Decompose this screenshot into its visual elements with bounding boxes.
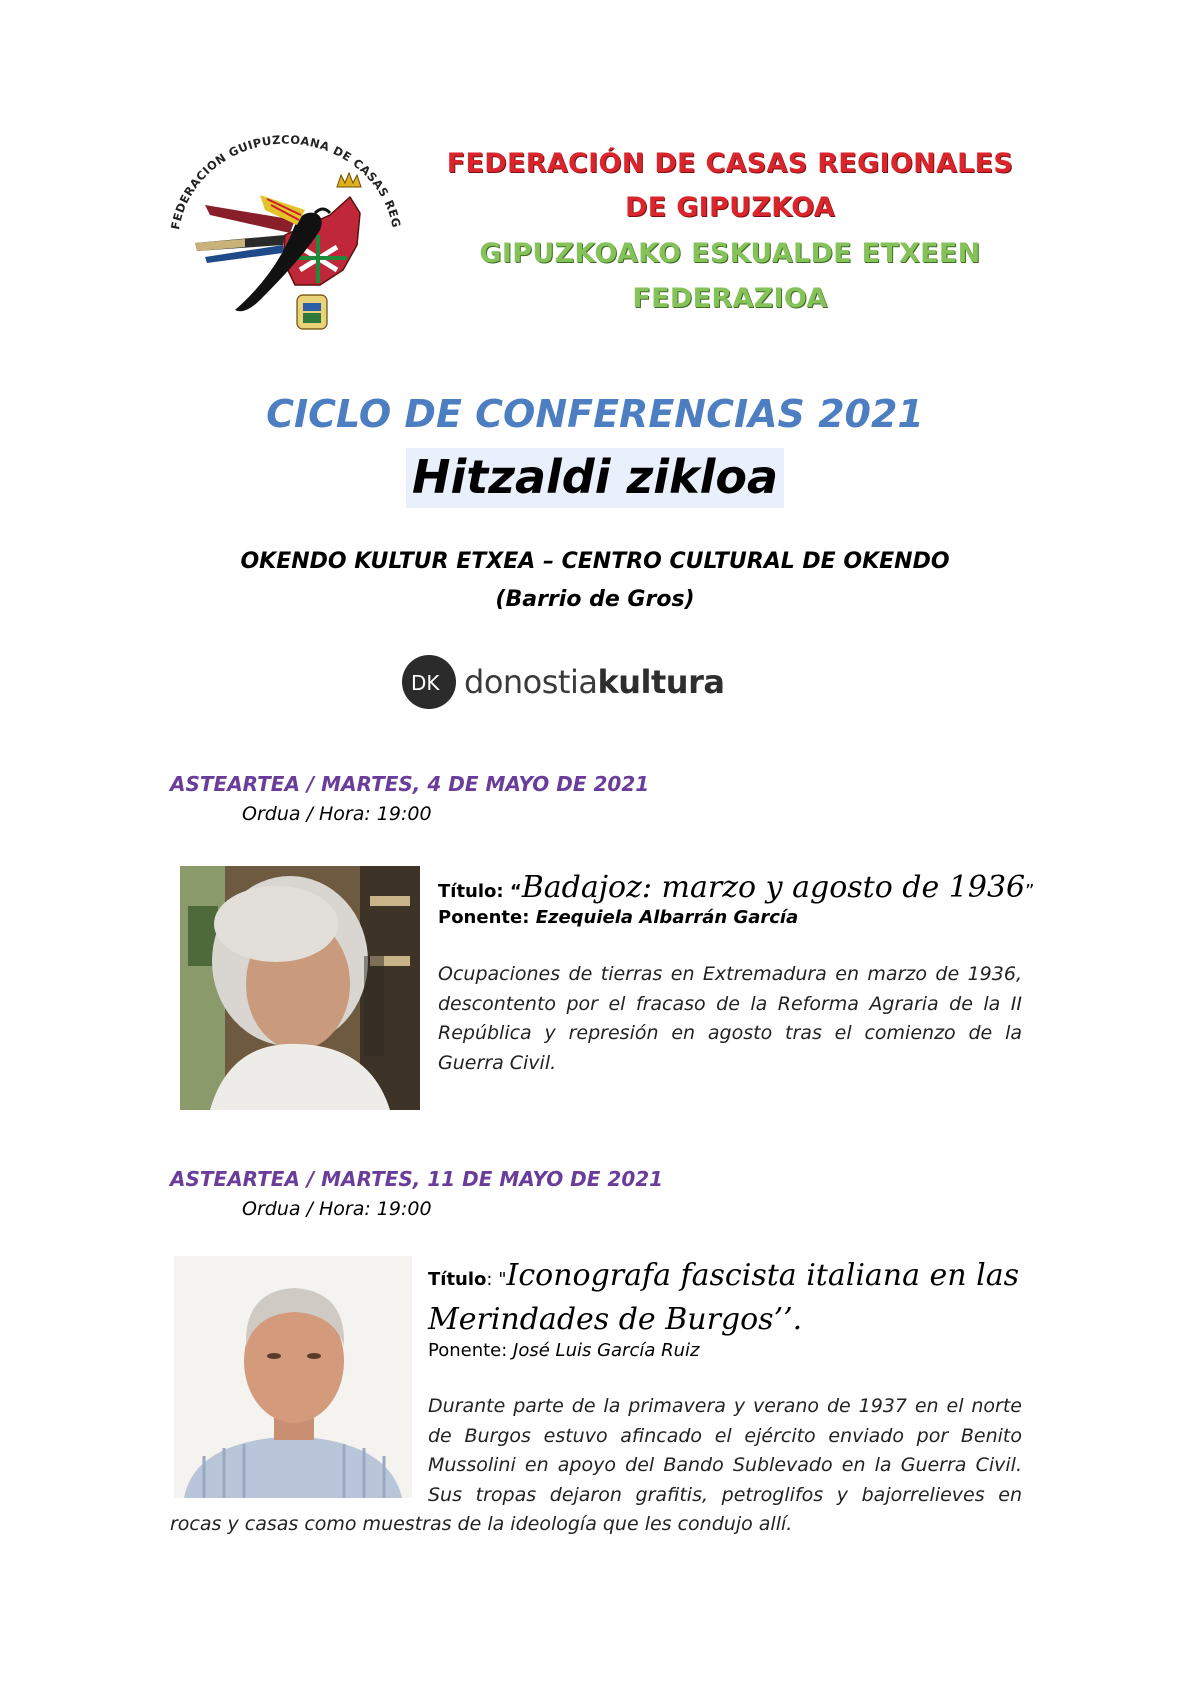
event1-description: Ocupaciones de tierras en Extremadura en marzo de 1936, descontento por el fracaso de la Reforma Agraria de la II República y represión en agosto tras el comienzo de la Guerra Civil. bbox=[438, 963, 1022, 1074]
event2-time: Ordua / Hora: 19:00 bbox=[242, 1198, 432, 1220]
donostiakultura-logo bbox=[402, 652, 724, 712]
event2-speaker: José Luis García Ruiz bbox=[513, 1340, 700, 1361]
event2-title-line1: Título: "Iconografa fascista italiana en las bbox=[428, 1258, 1020, 1293]
event2-title-line1-text: Iconografa fascista italiana en las bbox=[506, 1258, 1020, 1293]
dk-mark bbox=[402, 655, 456, 709]
event1-speaker: Ezequiela Albarrán García bbox=[535, 907, 799, 928]
event1-date: ASTEARTEA / MARTES, 4 DE MAYO DE 2021 bbox=[170, 772, 650, 796]
event1-title: Badajoz: marzo y agosto de 1936 bbox=[521, 870, 1026, 905]
district: (Barrio de Gros) bbox=[495, 587, 695, 612]
event1-speaker-label: Ponente bbox=[438, 907, 523, 928]
event1-speaker-line: Ponente: Ezequiela Albarrán García bbox=[438, 907, 799, 928]
venue: OKENDO KULTUR ETXEA – CENTRO CULTURAL DE OKENDO bbox=[240, 549, 950, 574]
svg-text:DK: DK bbox=[411, 671, 440, 695]
speaker2-photo bbox=[174, 1256, 412, 1498]
cycle-title: CICLO DE CONFERENCIAS 2021 bbox=[266, 392, 924, 436]
federation-name-es-line2: DE GIPUZKOA bbox=[625, 192, 835, 223]
event2-title-label: Título bbox=[428, 1269, 487, 1290]
federation-name-eu-line2: FEDERAZIOA bbox=[632, 283, 828, 314]
event2-title-line2: Merindades de Burgos’’. bbox=[428, 1302, 803, 1337]
federation-name-es-line1: FEDERACIÓN DE CASAS REGIONALES bbox=[446, 148, 1014, 179]
donostiakultura-wordmark: donostiakultura bbox=[464, 663, 725, 701]
event2-speaker-label: Ponente bbox=[428, 1340, 502, 1361]
event1-time: Ordua / Hora: 19:00 bbox=[242, 803, 432, 825]
event2-date: ASTEARTEA / MARTES, 11 DE MAYO DE 2021 bbox=[170, 1167, 664, 1191]
cycle-subtitle-wrap bbox=[0, 448, 1190, 508]
speaker1-photo bbox=[180, 866, 420, 1110]
federation-name-eu-line1: GIPUZKOAKO ESKUALDE ETXEEN bbox=[479, 238, 981, 269]
event2-speaker-line: Ponente: José Luis García Ruiz bbox=[428, 1340, 700, 1361]
logo-arc-text: FEDERACION GUIPUZCOANA DE CASAS REG bbox=[168, 135, 404, 231]
event2-description: Durante parte de la primavera y verano de 1937 en el norte de Burgos estuvo afincado el ejército enviado por Benito Mussolini en apoyo del Bando Sublevado en la Guerra Civil. Sus tropas dejaron grafitis, petroglifos y bajorrelieves en bbox=[428, 1395, 1022, 1506]
event2-description-last-line: rocas y casas como muestras de la ideología que les condujo allí. bbox=[170, 1513, 793, 1535]
event1-title-label: Título bbox=[438, 881, 497, 902]
federation-logo bbox=[165, 135, 410, 345]
event2-title-line2-text: Merindades de Burgos bbox=[428, 1302, 774, 1337]
event1-title-line: Título: “Badajoz: marzo y agosto de 1936” bbox=[438, 870, 1035, 905]
cycle-title-basque: Hitzaldi zikloa bbox=[406, 448, 784, 508]
